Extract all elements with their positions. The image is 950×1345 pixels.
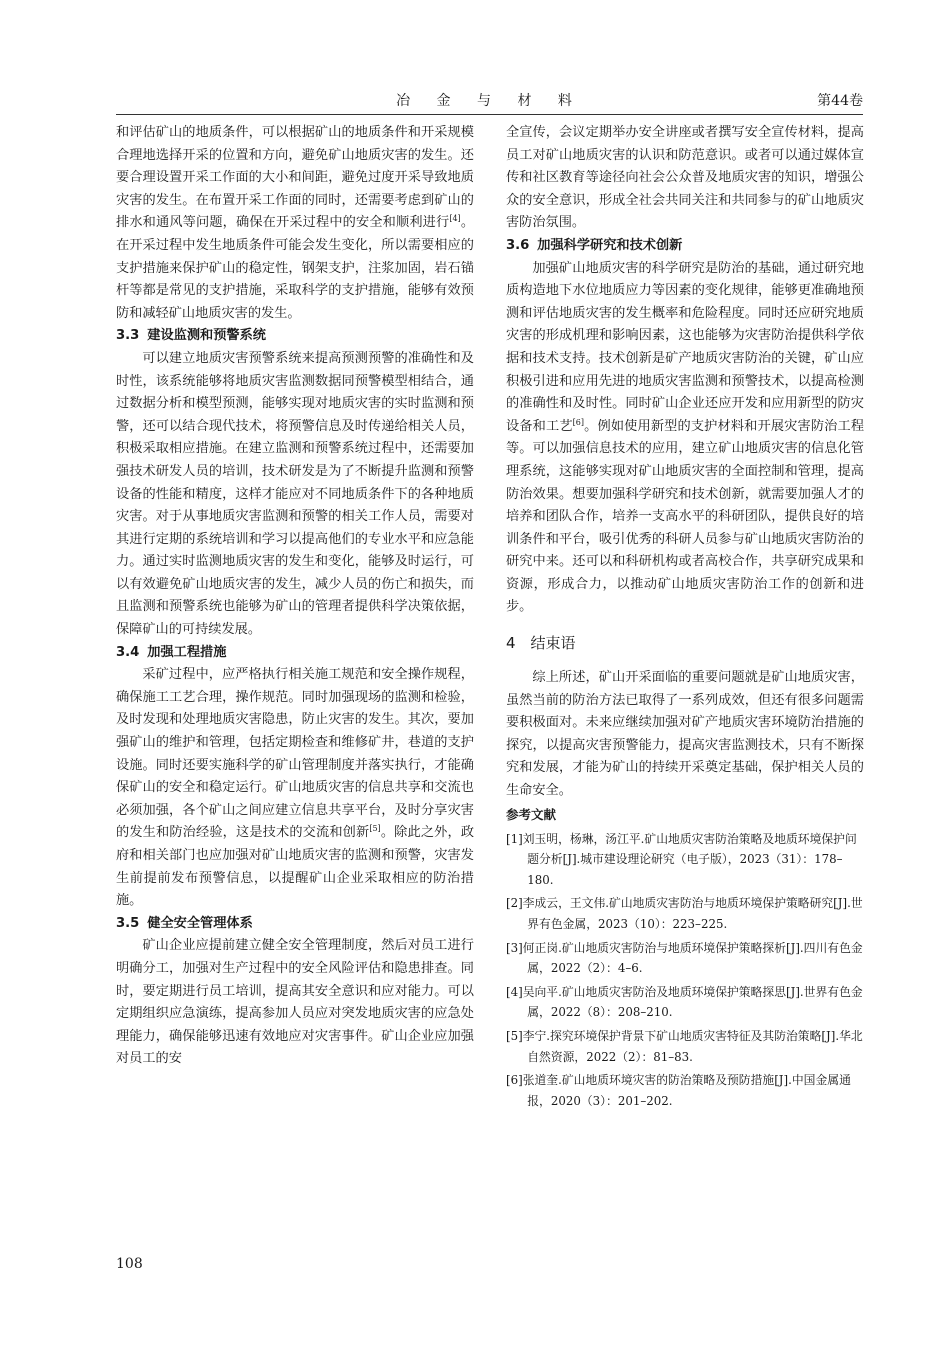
- journal-title: 冶 金 与 材 料: [396, 93, 583, 109]
- reference-item: [2]李成云，王文伟.矿山地质灾害防治与地质环境保护策略研究[J].世界有色金属，2023（10）：223–225.: [506, 896, 863, 931]
- paragraph-3-4: 采矿过程中，应严格执行相关施工规范和安全操作规程，确保施工工艺合理，操作规范。同时加强现场的监测和检验，及时发现和处理地质灾害隐患，防止灾害的发生。其次，要加强矿山的维护和管理，包括定期检查和维修矿井，巷道的支护设施。同时还要实施科学的矿山管理制度并落实执行，才能确保矿山的安全和稳定运行。矿山地质灾害的信息共享和交流也必须加强，各个矿山之间应建立信息共享平台，及时分享灾害的发生和防治经验，这是技术的交流和创新[5]。除此之外，政府和相关部门也应加强对矿山地质灾害的监测和预警，灾害发生前提前发布预警信息，以提醒矿山企业采取相应的防治措施。: [116, 667, 475, 909]
- citation: [5]: [369, 824, 381, 834]
- reference-list: [506, 829, 864, 1112]
- paragraph-3-5: 矿山企业应提前建立健全安全管理制度，然后对员工进行明确分工，加强对生产过程中的安全风险评估和隐患排查。同时，要定期进行员工培训，提高其安全意识和应对能力。可以定期组织应急演练，提高参加人员应对突发地质灾害的应急处理能力，确保能够迅速有效地应对灾害事件。矿山企业应加强对员工的安: [116, 938, 474, 1067]
- paragraph-3-5-cont: 全宣传，会议定期举办安全讲座或者撰写安全宣传材料，提高员工对矿山地质灾害的认识和防范意识。或者可以通过媒体宣传和社区教育等途径向社会公众普及地质灾害的知识，增强公众的安全意识，形成全社会共同关注和共同参与的矿山地质灾害防治氛围。: [506, 125, 864, 231]
- volume-label: 第44卷: [817, 93, 863, 109]
- section-heading-3-3: 3.3 建设监测和预警系统: [116, 328, 266, 344]
- citation: [4]: [449, 214, 461, 224]
- section-heading-3-6: 3.6 加强科学研究和技术创新: [506, 237, 683, 253]
- reference-item: [4]吴向平.矿山地质灾害防治及地质环境保护策略探思[J].世界有色金属，2022（8）：208–210.: [506, 984, 863, 1020]
- section-heading-3-5: 3.5 健全安全管理体系: [116, 915, 253, 931]
- page-number: 108: [116, 1256, 143, 1272]
- paragraph-conclusion: 综上所述，矿山开采面临的重要问题就是矿山地质灾害，虽然当前的防治方法已取得了一系列成效，但还有很多问题需要积极面对。未来应继续加强对矿产地质灾害环境防治措施的探究，以提高灾害预警能力，提高灾害监测技术，只有不断探究和发展，才能为矿山的持续开采奠定基础，保护相关人员的生命安全。: [506, 670, 864, 799]
- paragraph-intro: 和评估矿山的地质条件，可以根据矿山的地质条件和开采规模合理地选择开采的位置和方向，避免矿山地质灾害的发生。还要合理设置开采工作面的大小和间距，避免过度开采导致地质灾害的发生。在布置开采工作面的同时，还需要考虑到矿山的排水和通风等问题，确保在开采过程中的安全和顺利进行[4]。在开采过程中发生地质条件可能会发生变化，所以需要相应的支护措施来保护矿山的稳定性，钢架支护，注浆加固，岩石锚杆等都是常见的支护措施，采取科学的支护措施，能够有效预防和减轻矿山地质灾害的发生。: [116, 125, 475, 321]
- running-header: [116, 86, 863, 112]
- citation: [6]: [572, 417, 585, 427]
- paragraph-3-3: 可以建立地质灾害预警系统来提高预测预警的准确性和及时性，该系统能够将地质灾害监测数据同预警模型相结合，通过数据分析和模型预测，能够实现对地质灾害的实时监测和预警，还可以结合现代技术，将预警信息及时传递给相关人员，积极采取相应措施。在建立监测和预警系统过程中，还需要加强技术研发人员的培训，技术研发是为了不断提升监测和预警设备的性能和精度，这样才能应对不同地质条件下的各种地质灾害。对于从事地质灾害监测和预警的相关工作人员，需要对其进行定期的系统培训和学习以提高他们的专业水平和应急能力。通过实时监测地质灾害的发生和变化，能够及时运行，可以有效避免矿山地质灾害的发生，减少人员的伤亡和损失，而且监测和预警系统也能够为矿山的管理者提供科学决策依据，保障矿山的可持续发展。: [116, 350, 474, 638]
- reference-item: [1]刘玉明，杨琳，汤江平.矿山地质灾害防治策略及地质环境保护问题分析[J].城市建设理论研究（电子版），2023（31）：178–180.: [506, 831, 857, 887]
- references-heading: 参考文献: [506, 806, 557, 822]
- header-rule: [116, 114, 863, 115]
- reference-item: [6]张道奎.矿山地质环境灾害的防治策略及预防措施[J].中国金属通报，2020（3）：201–202.: [506, 1073, 851, 1108]
- paragraph-3-6: 加强矿山地质灾害的科学研究是防治的基础，通过研究地质构造地下水位地质应力等因素的变化规律，能够更准确地预测和评估地质灾害的发生概率和危险程度。同时还应研究地质灾害的形成机理和影响因素，这也能够为灾害防治提供科学依据和技术支持。技术创新是矿产地质灾害防治的关键，矿山应积极引进和应用先进的地质灾害监测和预警技术，以提高检测的准确性和及时性。同时矿山企业还应开发和应用新型的防灾设备和工艺[6]。例如使用新型的支护材料和开展灾害防治工程等。可以加强信息技术的应用，建立矿山地质灾害的信息化管理系统，这能够实现对矿山地质灾害的全面控制和管理，提高防治效果。想要加强科学研究和技术创新，就需要加强人才的培养和团队合作，培养一支高水平的科研团队，提供良好的培训条件和平台，吸引优秀的科研人员参与矿山地质灾害防治的研究中来。还可以和科研机构或者高校合作，共享研究成果和资源，形成合力，以推动矿山地质灾害防治工作的创新和进步。: [506, 260, 865, 615]
- right-column: [506, 122, 864, 1114]
- reference-item: [3]何正岗.矿山地质灾害防治与地质环境保护策略探析[J].四川有色金属，2022（2）：4–6.: [506, 940, 863, 976]
- section-heading-3-4: 3.4 加强工程措施: [116, 644, 227, 660]
- reference-item: [5]李宁.探究环境保护背景下矿山地质灾害特征及其防治策略[J].华北自然资源，2022（2）：81–83.: [506, 1028, 863, 1064]
- section-heading-4: 4 结束语: [506, 634, 576, 653]
- left-column: [116, 122, 474, 1071]
